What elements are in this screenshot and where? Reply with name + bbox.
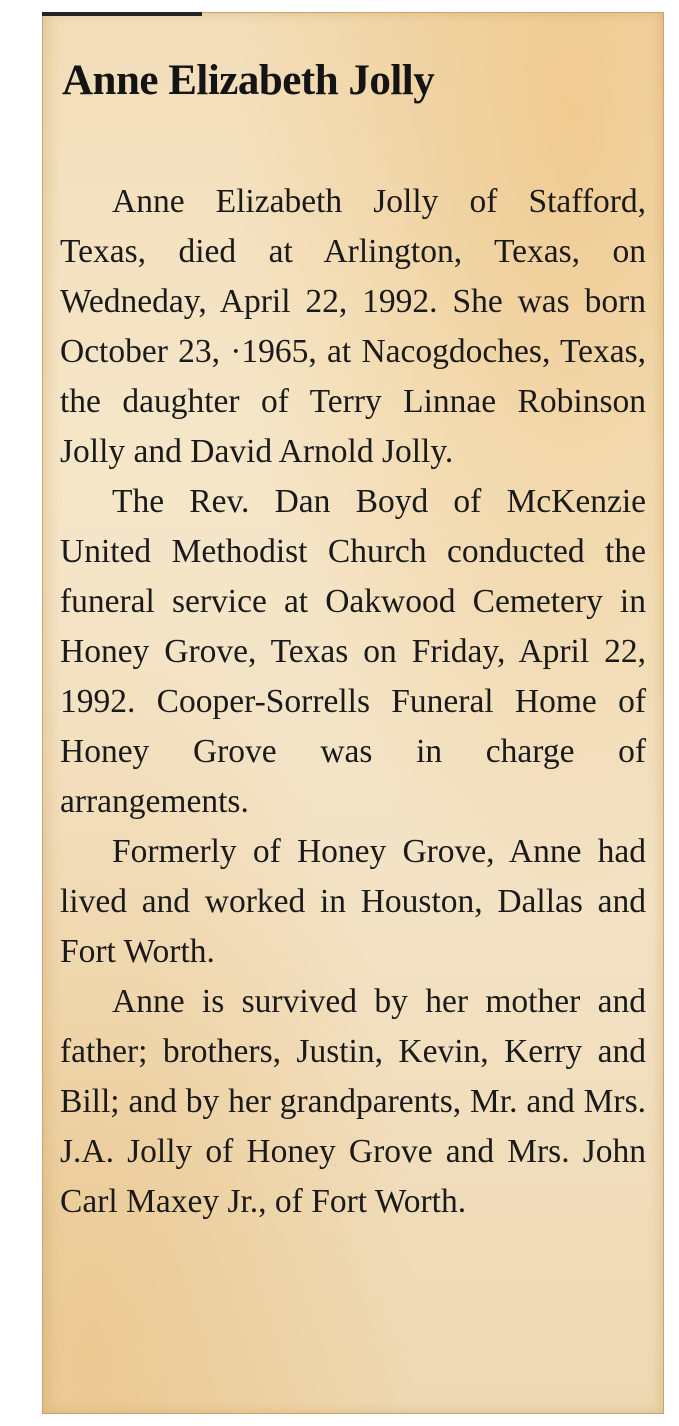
paragraph-survivors: Anne is survived by her mother and father; brothers, Justin, Kevin, Kerry and Bill; and by her grandparents, Mr. and Mrs. J.A. Jolly of Honey Grove and Mrs. John Carl Maxey Jr., of Fort Worth. [60, 983, 646, 1220]
obituary-body [60, 177, 646, 1227]
paragraph-funeral-service: The Rev. Dan Boyd of McKenzie United Methodist Church conducted the funeral service at Oakwood Cemetery in Honey Grove, Texas on Friday, April 22, 1992. Cooper-Sorrells Funeral Home of Honey Grove was in charge of arrangements. [60, 483, 646, 820]
paragraph-residence: Formerly of Honey Grove, Anne had lived and worked in Houston, Dallas and Fort Worth. [60, 833, 646, 970]
newspaper-clipping [42, 12, 664, 1414]
obituary-headline: Anne Elizabeth Jolly [62, 57, 435, 104]
paragraph-death-and-birth: Anne Elizabeth Jolly of Stafford, Texas, died at Arlington, Texas, on Wedneday, April 22, 1992. She was born October 23, ·1965, at Nacogdoches, Texas, the daughter of Terry Linnae Robinson Jolly and David Arnold Jolly. [60, 183, 646, 470]
